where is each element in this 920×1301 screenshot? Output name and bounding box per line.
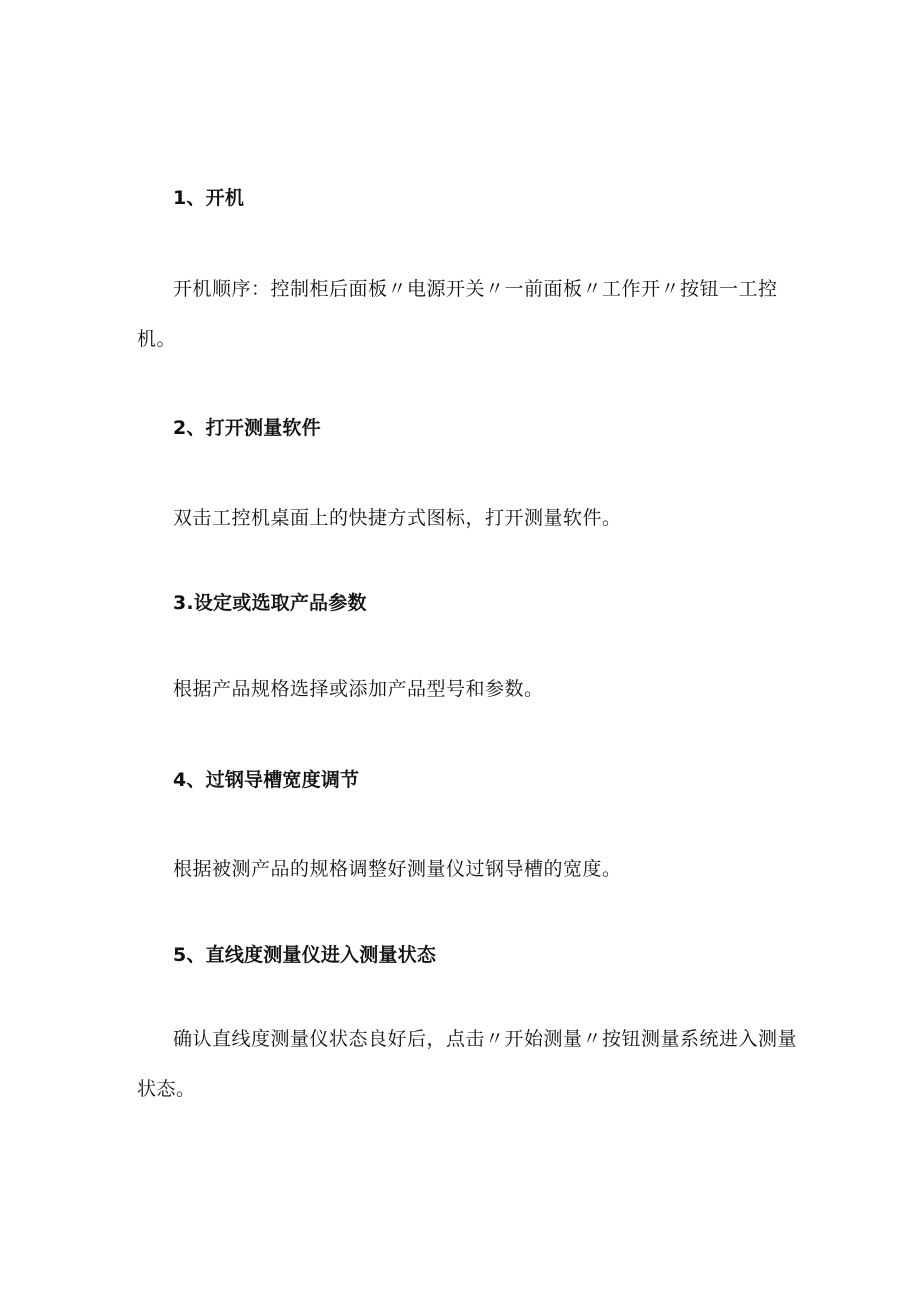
section-2-body: 双击工控机桌面上的快捷方式图标，打开测量软件。 — [173, 507, 622, 529]
section-5-body: 确认直线度测量仪状态良好后，点击〃开始测量〃按钮测量系统进入测量状态。 — [137, 1028, 798, 1100]
section-1-heading: 1、开机 — [173, 187, 245, 209]
section-2-heading: 2、打开测量软件 — [173, 417, 321, 439]
section-4-heading: 4、过钢导槽宽度调节 — [173, 769, 360, 791]
section-1-body: 开机顺序：控制柜后面板〃电源开关〃一前面板〃工作开〃按钮一工控机。 — [137, 278, 778, 350]
section-3-body: 根据产品规格选择或添加产品型号和参数。 — [173, 678, 544, 700]
section-5-heading: 5、直线度测量仪进入测量状态 — [173, 944, 437, 966]
section-4-body: 根据被测产品的规格调整好测量仪过钢导槽的宽度。 — [173, 858, 622, 880]
section-3-heading: 3.设定或选取产品参数 — [173, 592, 367, 614]
